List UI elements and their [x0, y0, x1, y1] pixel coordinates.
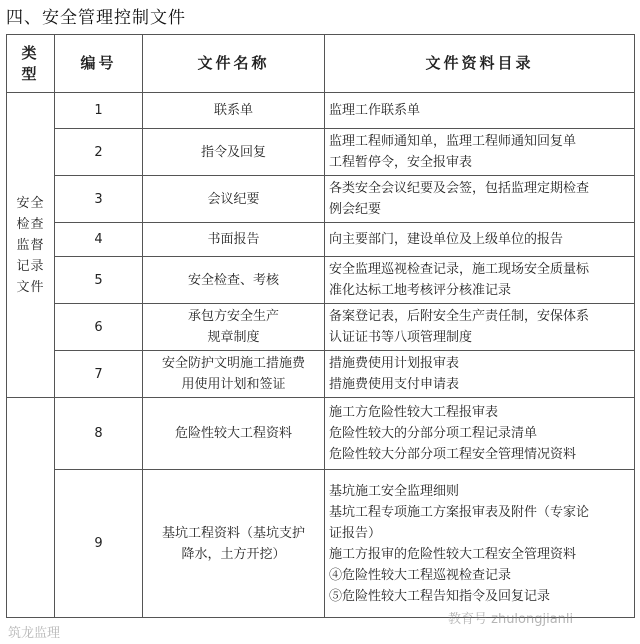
file-list-text: 向主要部门，建设单位及上级单位的报告	[329, 232, 564, 247]
file-list-text: 例会纪要	[329, 202, 382, 217]
file-name-cell	[143, 257, 325, 304]
file-name-text: 会议纪要	[207, 191, 260, 207]
file-name-cell	[143, 223, 325, 257]
file-list-cell	[325, 129, 635, 176]
table-row	[7, 93, 635, 129]
file-list-cell	[325, 470, 635, 618]
file-name-text: 基坑工程资料（基坑支护	[161, 525, 305, 541]
file-list-text: 基坑施工安全监理细则	[329, 483, 460, 499]
table-row	[7, 257, 635, 304]
header-name: 文件名称	[143, 35, 325, 93]
watermark-right: 教育号 zhulongjianli	[448, 612, 574, 627]
watermark-left: 筑龙监理	[8, 626, 61, 641]
file-list-text: 准化达标工地考核评分核准记录	[329, 283, 512, 298]
file-list-text: ⑤危险性较大工程告知指令及回复记录	[329, 588, 551, 604]
category-text: 监督	[16, 237, 45, 253]
file-name-text: 指令及回复	[200, 144, 266, 160]
file-list-text: 工程暂停令，安全报审表	[329, 155, 473, 170]
category-text: 记录	[16, 258, 45, 274]
category-cell-empty	[7, 398, 55, 618]
file-list-cell	[325, 93, 635, 129]
file-list-text: 措施费使用支付申请表	[329, 377, 460, 392]
file-name-cell	[143, 93, 325, 129]
table-row	[7, 223, 635, 257]
row-number: 1	[55, 93, 143, 129]
category-text: 检查	[16, 216, 45, 232]
header-type-line2: 型	[21, 64, 40, 83]
category-text: 安全	[16, 195, 45, 211]
file-list-text: 基坑工程专项施工方案报审表及附件（专家论	[329, 504, 590, 520]
file-name-text: 书面报告	[207, 232, 260, 247]
category-text: 文件	[16, 279, 45, 295]
file-name-text: 用使用计划和签证	[181, 377, 286, 392]
file-list-cell	[325, 176, 635, 223]
file-list-text: 证报告）	[329, 525, 382, 541]
file-name-cell	[143, 470, 325, 618]
file-list-cell	[325, 398, 635, 470]
file-list-text: 施工方危险性较大工程报审表	[329, 405, 499, 420]
file-list-text: 措施费使用计划报审表	[329, 356, 460, 371]
row-number: 7	[55, 351, 143, 398]
file-name-cell	[143, 129, 325, 176]
header-num: 编号	[55, 35, 143, 93]
file-name-text: 安全检查、考核	[187, 272, 279, 288]
file-list-text: 监理工程师通知单，监理工程师通知回复单	[329, 134, 577, 149]
table-row	[7, 398, 635, 470]
file-list-text: 认证证书等八项管理制度	[329, 330, 473, 345]
file-list-text: 备案登记表，后附安全生产责任制，安保体系	[329, 309, 590, 324]
table-row	[7, 470, 635, 618]
file-name-text: 规章制度	[207, 330, 260, 345]
file-list-text: 危险性较大的分部分项工程记录清单	[329, 426, 538, 441]
file-name-text: 危险性较大工程资料	[174, 426, 292, 441]
file-list-cell	[325, 223, 635, 257]
table-row	[7, 351, 635, 398]
file-list-text: 危险性较大分部分项工程安全管理情况资料	[329, 447, 577, 462]
row-number: 8	[55, 398, 143, 470]
control-files-table	[6, 34, 635, 618]
file-name-text: 安全防护文明施工措施费	[161, 356, 305, 371]
file-list-cell	[325, 351, 635, 398]
file-list-cell	[325, 304, 635, 351]
category-cell	[7, 93, 55, 398]
row-number: 4	[55, 223, 143, 257]
row-number: 9	[55, 470, 143, 618]
header-type	[7, 35, 55, 93]
file-name-cell	[143, 176, 325, 223]
header-list: 文件资料目录	[325, 35, 635, 93]
table-row	[7, 129, 635, 176]
row-number: 2	[55, 129, 143, 176]
row-number: 3	[55, 176, 143, 223]
file-name-cell	[143, 304, 325, 351]
table-row	[7, 176, 635, 223]
header-type-line1: 类	[21, 43, 40, 62]
file-name-text: 降水，土方开挖）	[181, 546, 286, 562]
file-name-text: 承包方安全生产	[187, 309, 279, 324]
row-number: 6	[55, 304, 143, 351]
file-list-text: 监理工作联系单	[329, 103, 421, 118]
file-name-text: 联系单	[213, 103, 253, 118]
file-name-cell	[143, 398, 325, 470]
file-list-text: ④危险性较大工程巡视检查记录	[329, 567, 512, 583]
row-number: 5	[55, 257, 143, 304]
file-list-text: 各类安全会议纪要及会签，包括监理定期检查	[329, 181, 590, 196]
file-list-text: 施工方报审的危险性较大工程安全管理资料	[329, 546, 577, 562]
table-row	[7, 304, 635, 351]
file-name-cell	[143, 351, 325, 398]
file-list-cell	[325, 257, 635, 304]
file-list-text: 安全监理巡视检查记录，施工现场安全质量标	[329, 262, 590, 277]
header-row	[7, 35, 635, 93]
section-title: 四、安全管理控制文件	[6, 8, 186, 28]
